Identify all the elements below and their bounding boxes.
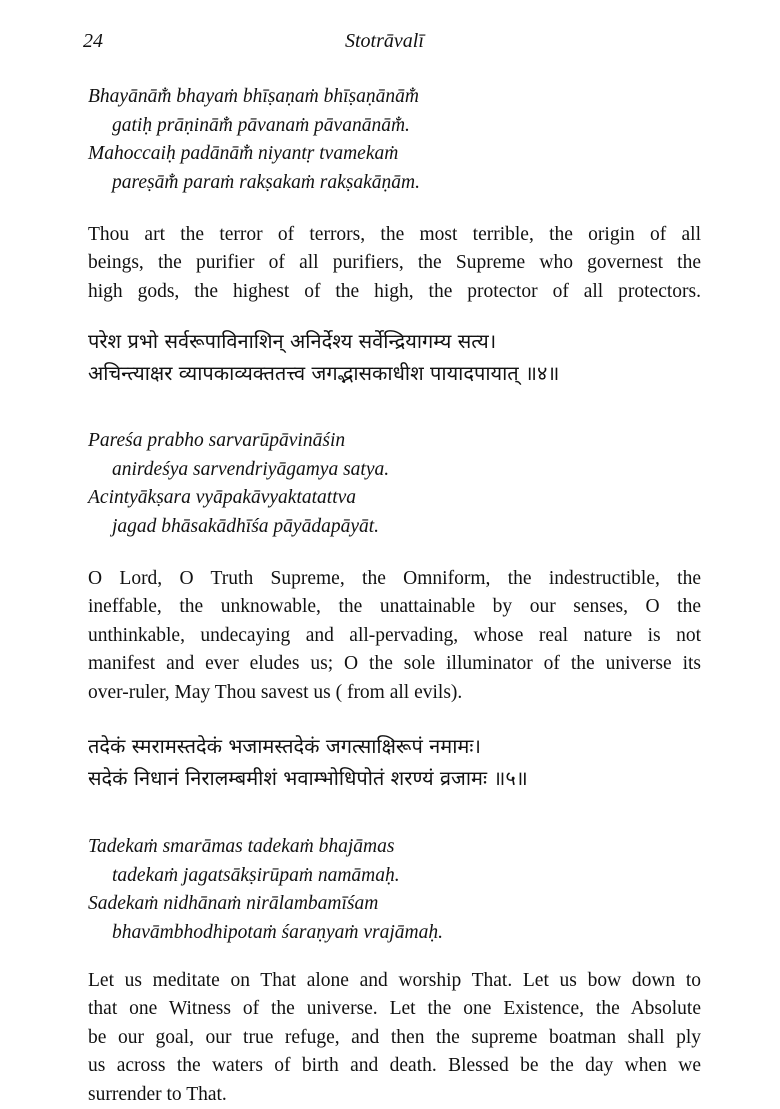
verse-line: gatiḥ prāṇinām̐ pāvanaṁ pāvanānām̐. (112, 114, 410, 136)
devanagari-line: अचिन्त्याक्षर व्यापकाव्यक्ततत्त्व जगद्भासकाधीश पायादपायात् ॥४॥ (88, 361, 560, 385)
verse-4-devanagari (88, 325, 559, 389)
prose-line: unthinkable, undecaying and all-pervading, whose real nature is not (88, 624, 701, 646)
prose-line: ineffable, the unknowable, the unattainable by our senses, O the (88, 596, 701, 618)
verse-3-transliteration (88, 83, 420, 197)
verse-line: Acintyākṣara vyāpakāvyaktatattva (88, 487, 357, 509)
verse-line: Sadekaṁ nidhānaṁ nirālambamīśam (88, 893, 379, 915)
verse-4-transliteration (88, 427, 389, 541)
verse-line: Mahoccaiḥ padānām̐ niyantṛ tvamekaṁ (88, 143, 399, 165)
prose-line: beings, the purifier of all purifiers, the Supreme who governest the (88, 252, 701, 274)
prose-line: that one Witness of the universe. Let the one Existence, the Absolute (88, 998, 701, 1020)
devanagari-line: परेश प्रभो सर्वरूपाविनाशिन् अनिर्देश्य सर्वेन्द्रियागम्य सत्य। (88, 329, 497, 353)
prose-line: high gods, the highest of the high, the protector of all protectors. (88, 280, 701, 302)
verse-line: Pareśa prabho sarvarūpāvināśin (88, 430, 346, 451)
verse-3-translation (88, 221, 701, 306)
prose-line: manifest and ever eludes us; O the sole illuminator of the universe its (88, 653, 701, 675)
verse-line: tadekaṁ jagatsākṣirūpaṁ namāmaḥ. (112, 864, 400, 886)
verse-line: Bhayānām̐ bhayaṁ bhīṣaṇaṁ bhīṣaṇānām̐ (88, 86, 419, 107)
running-title: Stotrāvalī (345, 30, 424, 52)
verse-5-transliteration (88, 833, 443, 947)
verse-line: jagad bhāsakādhīśa pāyādapāyāt. (112, 515, 380, 537)
verse-line: Tadekaṁ smarāmas tadekaṁ bhajāmas (88, 836, 395, 857)
verse-line: bhavāmbhodhipotaṁ śaraṇyaṁ vrajāmaḥ. (112, 921, 443, 943)
devanagari-line: सदेकं निधानं निरालम्बमीशं भवाम्भोधिपोतं शरण्यं व्रजामः ॥५॥ (88, 766, 528, 790)
prose-line: O Lord, O Truth Supreme, the Omniform, the indestructible, the (88, 568, 701, 589)
devanagari-line: तदेकं स्मरामस्तदेकं भजामस्तदेकं जगत्साक्षिरूपं नमामः। (88, 734, 481, 758)
verse-4-translation (88, 565, 701, 707)
prose-line: over-ruler, May Thou savest us ( from all evils). (88, 681, 463, 703)
prose-line: us across the waters of birth and death. Blessed be the day when we (88, 1055, 701, 1077)
verse-5-devanagari (88, 730, 528, 794)
prose-line: Let us meditate on That alone and worship That. Let us bow down to (88, 970, 701, 991)
verse-5-translation (88, 967, 701, 1109)
verse-line: anirdeśya sarvendriyāgamya satya. (112, 458, 390, 480)
running-head (83, 30, 696, 56)
prose-line: surrender to That. (88, 1083, 227, 1105)
prose-line: be our goal, our true refuge, and then the supreme boatman shall ply (88, 1026, 701, 1048)
prose-line: Thou art the terror of terrors, the most terrible, the origin of all (88, 224, 701, 245)
verse-line: pareṣām̐ paraṁ rakṣakaṁ rakṣakāṇām. (112, 171, 421, 193)
page-number: 24 (83, 30, 103, 52)
